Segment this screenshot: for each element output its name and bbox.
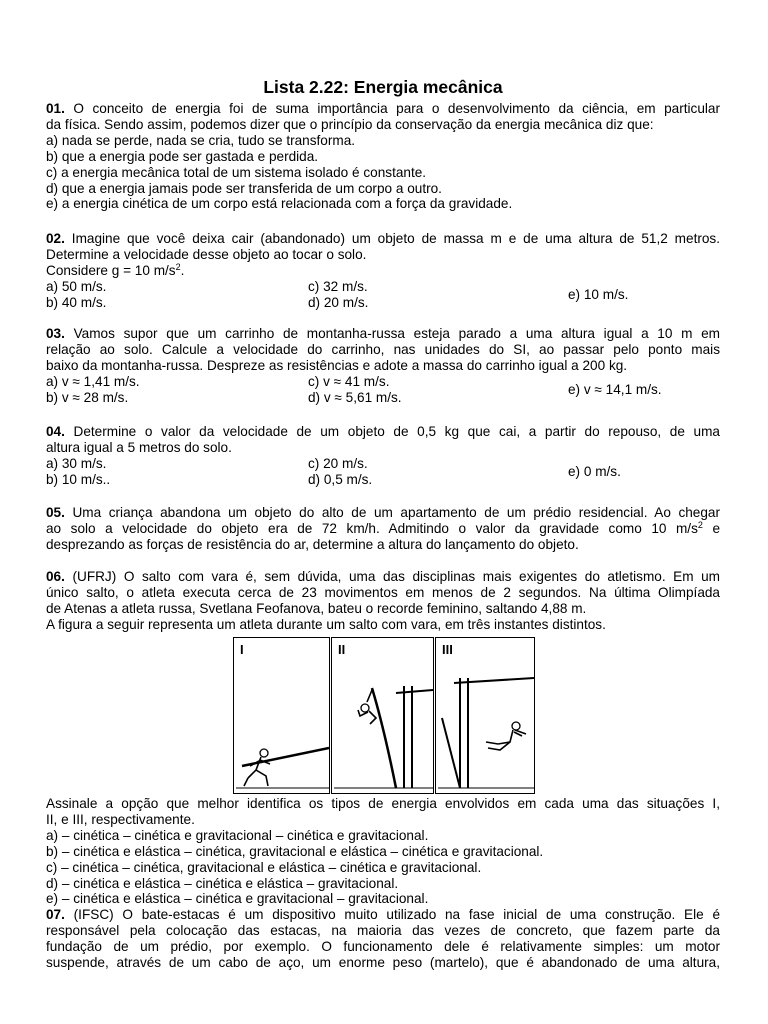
q04-option-c: c) 20 m/s. (308, 456, 368, 471)
q05-line-1: 05. Uma criança abandona um objeto do alto de um apartamento de um prédio residencial. Ao chegar (46, 505, 721, 520)
q04-option-a: a) 30 m/s. (46, 456, 107, 471)
figure-panel-1 (233, 637, 330, 794)
question-03 (46, 326, 720, 374)
q01-option-a: a) nada se perde, nada se cria, tudo se transforma. (46, 132, 356, 148)
q06-line-3: de Atenas a atleta russa, Svetlana Feofanova, bateu o recorde feminino, saltando 4,88 m. (46, 600, 587, 616)
q02-option-b: b) 40 m/s. (46, 295, 107, 310)
question-07 (46, 907, 720, 971)
q06-line-2: único salto, o atleta executa cerca de 23 movimentos em menos de 2 segundos. Na última Olimpíada (46, 584, 720, 600)
question-01 (46, 101, 720, 212)
q01-option-c: c) a energia mecânica total de um sistema isolado é constante. (46, 164, 427, 180)
q03-option-c: c) v ≈ 41 m/s. (308, 374, 390, 389)
q04-line-2: altura igual a 5 metros do solo. (46, 439, 232, 455)
q03-option-a: a) v ≈ 1,41 m/s. (46, 374, 140, 389)
q02-option-a: a) 50 m/s. (46, 279, 107, 294)
q05-line-2: ao solo a velocidade do objeto era de 72 km/h. Admitindo o valor da gravidade como 10 $m/s^2$ e (46, 519, 721, 536)
q01-option-b: b) que a energia pode ser gastada e perdida. (46, 148, 319, 164)
q06-line-1: 06. (UFRJ) O salto com vara é, sem dúvida, uma das disciplinas mais exigentes do atletismo. Em um (46, 569, 720, 584)
q04-line-1: 04. Determine o valor da velocidade de um objeto de 0,5 kg que cai, a partir do repouso, de uma (46, 424, 720, 439)
q06-number: 06. (46, 569, 65, 584)
q04-number: 04. (46, 424, 65, 439)
figure-panel-2 (331, 637, 434, 794)
q01-number: 01. (46, 101, 65, 116)
q06-after-line-2: II, e III, respectivamente. (46, 811, 195, 827)
vaulter-over-bar-illustration (436, 638, 534, 793)
q05-number: 05. (46, 505, 65, 520)
q04-option-d: d) 0,5 m/s. (308, 472, 373, 487)
q03-option-b: b) v ≈ 28 m/s. (46, 390, 129, 405)
q03-option-d: d) v ≈ 5,61 m/s. (308, 390, 402, 405)
q07-line-3: fundação de um prédio, por exemplo. O funcionamento dele é relativamente simples: um motor (46, 938, 720, 954)
q06-option-a: a) – cinética – cinética e gravitacional – cinética e gravitacional. (46, 827, 429, 843)
q04-option-e: e) 0 m/s. (568, 464, 621, 479)
q05-line-3: desprezando as forças de resistência do ar, determine a altura do lançamento do objeto. (46, 536, 579, 552)
q07-line-4: suspende, através de um cabo de aço, um enorme peso (martelo), que é abandonado de uma altura, (46, 954, 720, 970)
q06-after-line-1: Assinale a opção que melhor identifica os tipos de energia envolvidos em cada uma das situações I, (46, 796, 720, 811)
q02-line-1: 02. Imagine que você deixa cair (abandonado) um objeto de massa m e de uma altura de 51,2 metros. (46, 231, 721, 246)
q02-option-e: e) 10 m/s. (568, 287, 629, 302)
q02-options (46, 279, 720, 311)
vaulter-pole-bending-illustration (332, 638, 433, 793)
q03-option-e: e) v ≈ 14,1 m/s. (568, 382, 662, 397)
q02-line-2: Determine a velocidade desse objeto ao tocar o solo. (46, 246, 367, 262)
figure-label-3: III (442, 642, 453, 657)
q06-option-b: b) – cinética e elástica – cinética, gravitacional e elástica – cinética e gravitacional. (46, 843, 544, 859)
q03-options (46, 374, 720, 406)
q06-line-4: A figura a seguir representa um atleta durante um salto com vara, em três instantes distintos. (46, 616, 606, 632)
q02-option-c: c) 32 m/s. (308, 279, 368, 294)
q07-line-1: 07. (IFSC) O bate-estacas é um dispositivo muito utilizado na fase inicial de uma construção. Ele é (46, 907, 721, 922)
figure-label-2: II (338, 642, 346, 657)
q03-line-1: 03. Vamos supor que um carrinho de montanha-russa esteja parado a uma altura igual a 10 m em (46, 326, 720, 341)
figure-panel-3 (435, 637, 535, 794)
figure-label-1: I (240, 642, 244, 657)
q07-line-2: responsável pela colocação das estacas, na maioria das vezes de concreto, que fazem parte da (46, 922, 720, 938)
q01-line-2: da física. Sendo assim, podemos dizer que o princípio da conservação da energia mecânica diz que: (46, 116, 654, 132)
q02-option-d: d) 20 m/s. (308, 295, 369, 310)
q03-line-3: baixo da montanha-russa. Despreze as resistências e adote a massa do carrinho igual a 200 kg. (46, 357, 628, 373)
vaulter-running-illustration (234, 638, 329, 793)
q04-option-b: b) 10 m/s.. (46, 472, 111, 487)
q03-line-2: relação ao solo. Calcule a velocidade do carrinho, nas unidades do SI, ao passar pelo ponto mais (46, 341, 720, 357)
q03-number: 03. (46, 326, 65, 341)
question-04 (46, 424, 720, 456)
q01-line-1: 01. O conceito de energia foi de suma importância para o desenvolvimento da ciência, em particular (46, 101, 720, 116)
question-06 (46, 569, 720, 633)
q06-option-e: e) – cinética e elástica – cinética e gravitacional – gravitacional. (46, 891, 429, 907)
q04-options (46, 456, 720, 488)
q06-option-c: c) – cinética – cinética, gravitacional e elástica – cinética e gravitacional. (46, 859, 482, 875)
q07-number: 07. (46, 907, 65, 922)
q02-number: 02. (46, 231, 65, 246)
question-06-stem (46, 796, 720, 907)
q01-option-e: e) a energia cinética de um corpo está relacionada com a força da gravidade. (46, 196, 513, 212)
question-05 (46, 505, 720, 553)
question-02 (46, 231, 720, 279)
page-title: Lista 2.22: Energia mecânica (263, 77, 503, 97)
q01-option-d: d) que a energia jamais pode ser transferida de um corpo a outro. (46, 180, 442, 196)
q02-line-3: Considere g = 10 $m/s^2$. (46, 261, 185, 278)
q06-option-d: d) – cinética e elástica – cinética e elástica – gravitacional. (46, 875, 399, 891)
